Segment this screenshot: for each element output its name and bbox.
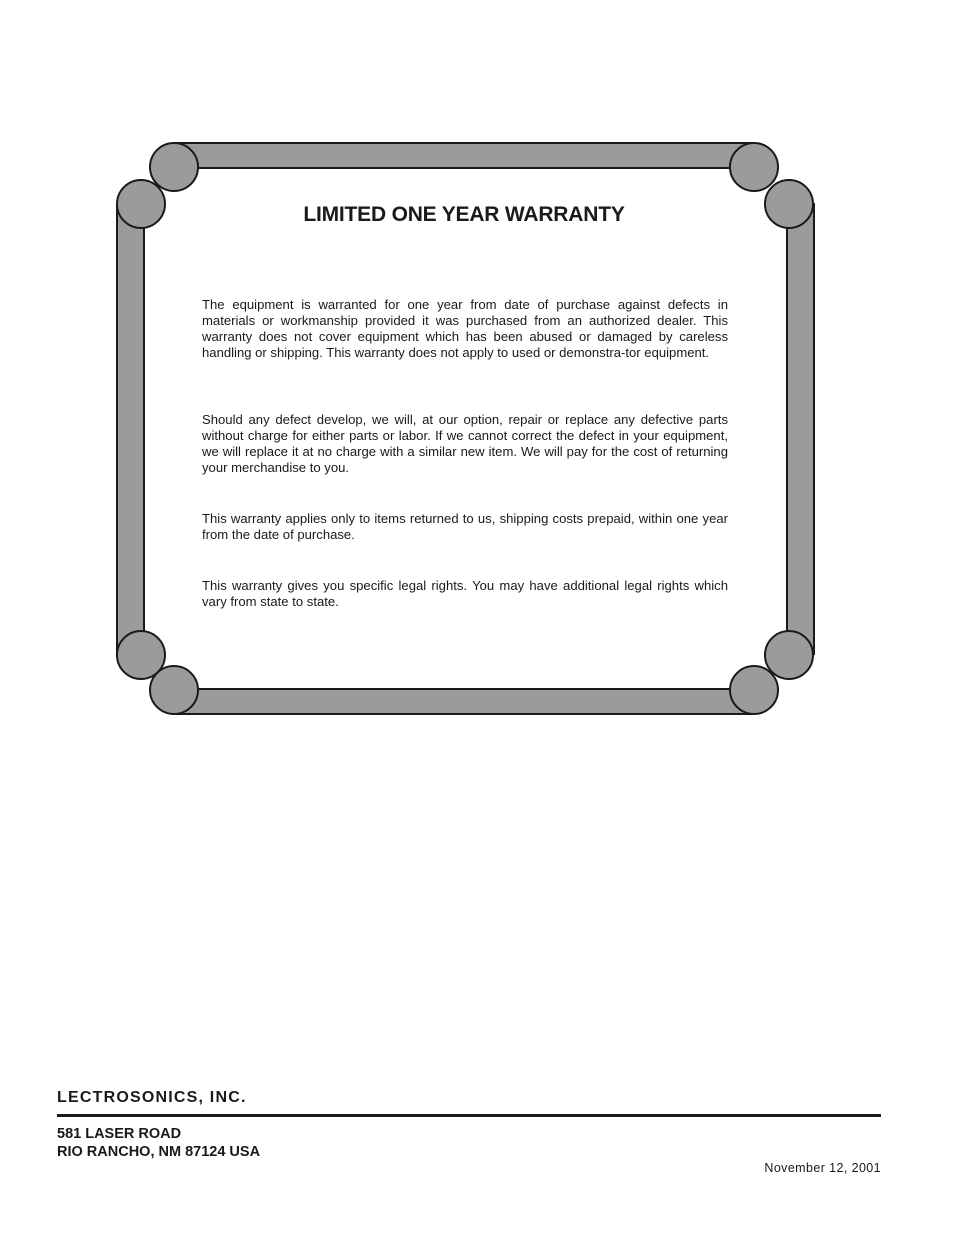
warranty-paragraph-repair: Should any defect develop, we will, at our option, repair or replace any defective parts without charge for either parts or labor. If we cannot correct the defect in your equipment, we will replace it at no charge with a similar new item. We will pay for the cost of returning your merchandise to you.: [202, 412, 728, 475]
frame-bar-left: [116, 203, 145, 655]
address-line-1: 581 LASER ROAD: [57, 1126, 182, 1142]
frame-bar-right: [786, 203, 815, 655]
frame-bar-top: [174, 142, 754, 169]
warranty-paragraph-legal: This warranty gives you specific legal rights. You may have additional legal rights which vary from state to state.: [202, 578, 728, 609]
frame-corner-circle: [149, 665, 199, 715]
warranty-paragraph-coverage: The equipment is warranted for one year from date of purchase against defects in materials or workmanship provided it was purchased from an authorized dealer. This warranty does not cover equipment which has been abused or damaged by careless handling or shipping. This warranty does not apply to used or demonstra-tor equipment.: [202, 297, 728, 360]
warranty-paragraph-returns: This warranty applies only to items returned to us, shipping costs prepaid, within one year from the date of purchase.: [202, 511, 728, 542]
warranty-title: LIMITED ONE YEAR WARRANTY: [303, 203, 625, 226]
company-name: LECTROSONICS, INC.: [57, 1089, 247, 1106]
address-line-2: RIO RANCHO, NM 87124 USA: [57, 1144, 261, 1160]
document-date: November 12, 2001: [764, 1161, 881, 1175]
frame-corner-circle: [729, 665, 779, 715]
footer-divider: [57, 1114, 881, 1117]
frame-bar-bottom: [174, 688, 754, 715]
